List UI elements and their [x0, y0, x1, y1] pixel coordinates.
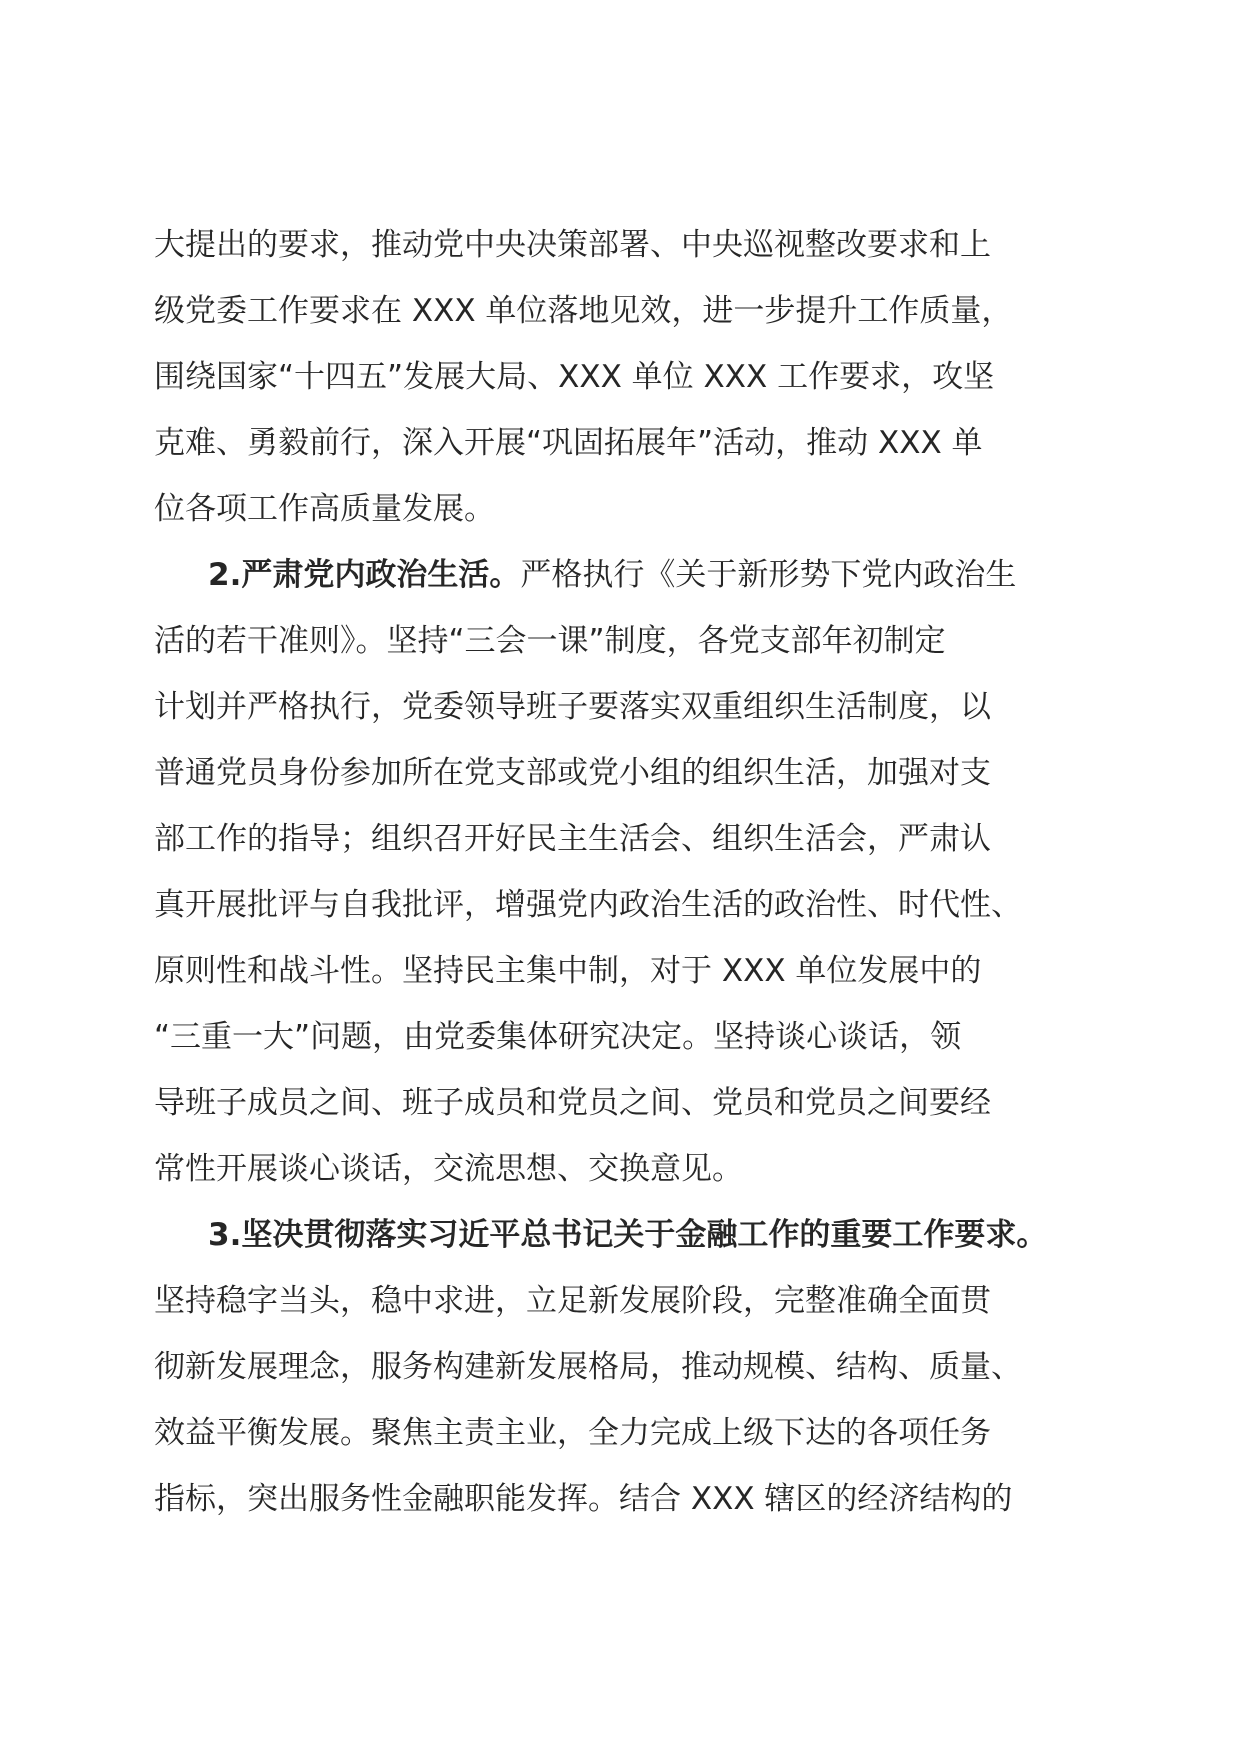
body-line: 坚持稳字当头，稳中求进，立足新发展阶段，完整准确全面贯	[154, 1283, 991, 1319]
body-line: “三重一大”问题，由党委集体研究决定。坚持谈心谈话，领	[154, 1019, 962, 1055]
body-line: 级党委工作要求在 XXX 单位落地见效，进一步提升工作质量，	[154, 293, 1013, 329]
body-line: 常性开展谈心谈话，交流思想、交换意见。	[154, 1151, 743, 1187]
body-line: 计划并严格执行，党委领导班子要落实双重组织生活制度，以	[154, 689, 991, 725]
section-2-heading: 2.严肃党内政治生活。	[208, 557, 521, 593]
body-line: 位各项工作高质量发展。	[154, 491, 495, 527]
body-line: 活的若干准则》。坚持“三会一课”制度，各党支部年初制定	[154, 623, 946, 659]
body-line: 围绕国家“十四五”发展大局、XXX 单位 XXX 工作要求，攻坚	[154, 359, 995, 395]
body-line: 真开展批评与自我批评，增强党内政治生活的政治性、时代性、	[154, 887, 1022, 923]
body-line: 原则性和战斗性。坚持民主集中制，对于 XXX 单位发展中的	[154, 953, 982, 989]
section-3-paragraph-start	[208, 1202, 1047, 1268]
body-line: 导班子成员之间、班子成员和党员之间、党员和党员之间要经	[154, 1085, 991, 1121]
body-line: 大提出的要求，推动党中央决策部署、中央巡视整改要求和上	[154, 227, 991, 263]
section-2-paragraph-start	[208, 542, 1016, 608]
body-line: 效益平衡发展。聚焦主责主业，全力完成上级下达的各项任务	[154, 1415, 991, 1451]
body-text: 严格执行《关于新形势下党内政治生	[520, 557, 1017, 593]
body-line: 彻新发展理念，服务构建新发展格局，推动规模、结构、质量、	[154, 1349, 1022, 1385]
body-line: 普通党员身份参加所在党支部或党小组的组织生活，加强对支	[154, 755, 991, 791]
body-line: 指标，突出服务性金融职能发挥。结合 XXX 辖区的经济结构的	[154, 1481, 1013, 1517]
section-3-heading: 3.坚决贯彻落实习近平总书记关于金融工作的重要工作要求。	[208, 1217, 1048, 1253]
body-line: 部工作的指导；组织召开好民主生活会、组织生活会，严肃认	[154, 821, 991, 857]
body-line: 克难、勇毅前行，深入开展“巩固拓展年”活动，推动 XXX 单	[154, 425, 983, 461]
